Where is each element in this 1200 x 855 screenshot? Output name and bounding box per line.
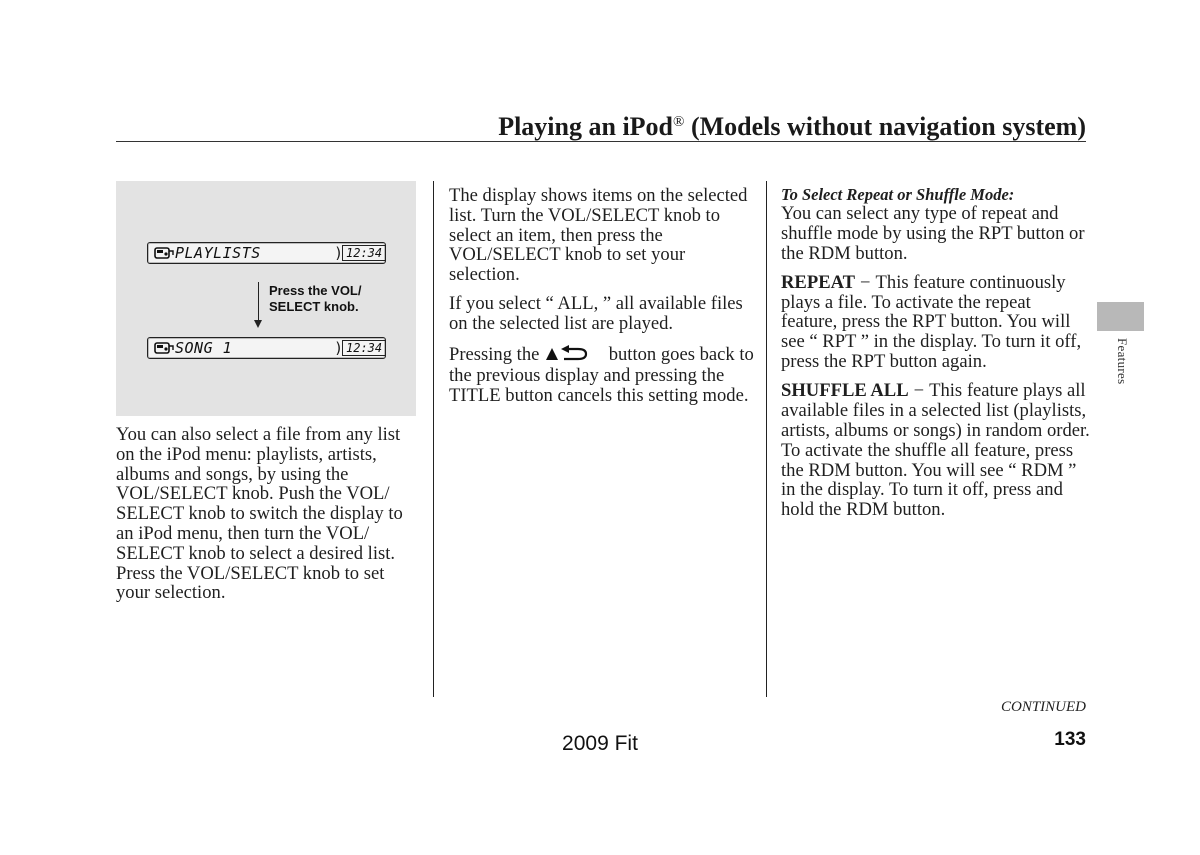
middle-paragraph-2: If you select “ ALL, ” all available files on the selected list are played. [449,293,743,335]
middle-column [449,186,755,415]
lcd-display-playlists [147,242,386,264]
continued-label: CONTINUED [1000,699,1086,715]
title-rule [116,141,1086,142]
lcd-bracket: ) [334,339,344,357]
right-intro: You can select any type of repeat and shuffle mode by using the RPT button or the RDM button. [781,203,1085,264]
middle-paragraph-1: The display shows items on the selected list. Turn the VOL/SELECT knob to select an item, then press the VOL/SELECT knob to set your selection. [449,185,748,286]
lcd-clock: 12:34 [342,340,386,356]
figure-caption [269,283,361,315]
repeat-description: This feature continuously plays a file. To activate the repeat feature, press the RPT button. You will see “ RPT ” in the display. To turn it off, press the RPT button again. [781,271,1082,373]
left-column [116,425,422,613]
section-tab-label: Features [1115,338,1130,385]
shuffle-description: This feature plays all available files in a selected list (playlists, artists, albums or songs) in random order. To activate the shuffle all feature, press the RDM button. You will see “ RDM ” in the display. To turn it off, press and hold the RDM button. [781,380,1090,521]
right-column [781,185,1091,529]
arrow-line [258,282,259,320]
section-tab [1097,302,1144,331]
page-title [420,104,1086,145]
section-heading: To Select Repeat or Shuffle Mode: [781,185,1015,204]
registered-mark: ® [673,114,685,130]
footer-model: 2009 Fit [562,732,638,755]
lcd-text-song: SONG 1 [175,339,233,357]
repeat-paragraph [781,273,1091,372]
back-button-icon [544,344,604,367]
middle-paragraph-3 [449,344,755,406]
repeat-dash: − [860,271,871,293]
title-suffix: (Models without navigation system) [684,112,1086,141]
shuffle-paragraph [781,381,1091,520]
paragraph3-after: button goes back to the previous display and pressing the TITLE button cancels this setting mode. [449,343,754,407]
page-number: 133 [1054,729,1086,750]
caption-line-1: Press the VOL/ [269,283,362,298]
shuffle-term: SHUFFLE ALL [781,380,909,402]
lcd-bracket: ) [334,244,344,262]
shuffle-dash: − [913,380,925,402]
caption-line-2: SELECT knob. [269,299,359,314]
column-divider-left [433,181,434,697]
ipod-icon [154,341,174,355]
lcd-clock: 12:34 [342,245,386,261]
display-illustration [116,181,416,416]
arrow-down-icon [254,320,262,328]
lcd-display-song [147,337,386,359]
ipod-icon [154,246,174,260]
title-prefix: Playing an iPod [498,112,674,141]
lcd-text-playlists: PLAYLISTS [175,244,261,262]
paragraph3-before: Pressing the [449,343,540,365]
column-divider-right [766,181,767,697]
repeat-term: REPEAT [781,271,856,293]
left-paragraph: You can also select a file from any list on the iPod menu: playlists, artists, albums and songs, by using the VOL/SELECT knob. Push the VOL/ SELECT knob to switch the display to an iPod menu, then turn the VOL/ SELECT knob to select a desired list. Press the VOL/SELECT knob to set your selection. [116,424,403,604]
